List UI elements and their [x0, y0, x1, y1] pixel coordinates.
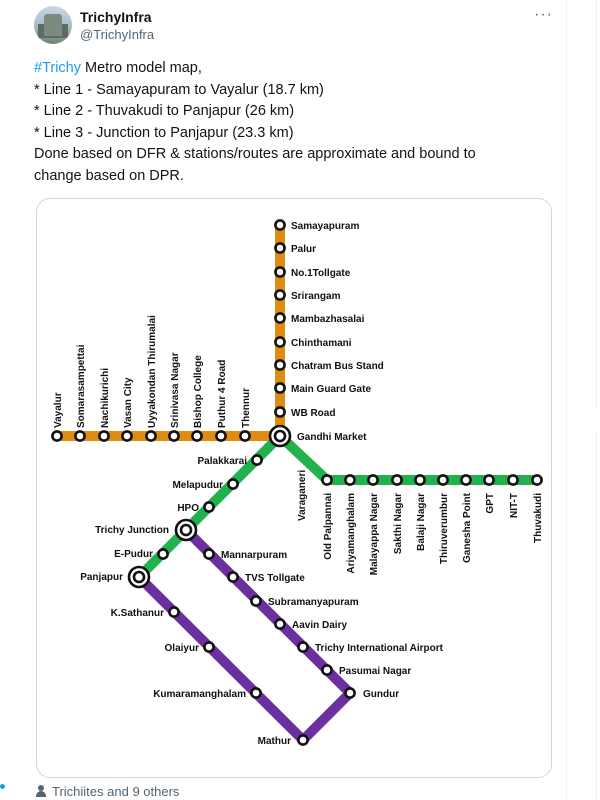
station-label: Somarasampettai — [76, 344, 87, 428]
station-marker — [216, 431, 225, 440]
station-label: Palakkarai — [197, 456, 247, 467]
station-marker — [275, 407, 284, 416]
station-label: Subramanyapuram — [268, 597, 359, 608]
station-label: Malayappa Nagar — [369, 493, 380, 576]
station-marker — [228, 572, 237, 581]
station-marker — [228, 479, 237, 488]
station-label: K.Sathanur — [110, 608, 164, 619]
station-label: Bishop College — [193, 355, 204, 428]
sidebar-divider — [596, 430, 597, 800]
station-marker — [275, 220, 284, 229]
station-label: NIT-T — [509, 493, 520, 518]
station-marker — [252, 455, 261, 464]
more-horizontal-icon[interactable]: ··· — [534, 6, 553, 23]
station-label: Chatram Bus Stand — [291, 361, 384, 372]
station-label: Trichy Junction — [95, 525, 169, 536]
station-marker — [345, 688, 354, 697]
station-label: Gandhi Market — [297, 432, 367, 443]
post-text-line: change based on DPR. — [34, 167, 184, 184]
station-marker — [275, 267, 284, 276]
station-label: Pasumai Nagar — [339, 666, 412, 677]
station-label: Ganesha Point — [462, 493, 473, 564]
station-label: HPO — [177, 503, 199, 514]
hashtag-link[interactable]: #Trichy — [34, 60, 81, 76]
station-marker — [275, 360, 284, 369]
station-label: Ariyamanghalam — [346, 493, 357, 574]
station-label: Vayalur — [53, 392, 64, 428]
station-label: WB Road — [291, 408, 336, 419]
station-marker — [158, 549, 167, 558]
station-label: Main Guard Gate — [291, 384, 372, 395]
station-label: Palur — [291, 244, 317, 255]
station-label: Gundur — [363, 689, 400, 700]
station-label: Thennur — [241, 388, 252, 428]
station-label: Sakthi Nagar — [393, 493, 404, 555]
station-marker — [275, 243, 284, 252]
author-handle[interactable]: @TrichyInfra — [80, 27, 155, 42]
station-label: Mambazhasalai — [291, 314, 365, 325]
station-label: Aavin Dairy — [292, 620, 348, 631]
station-marker — [169, 607, 178, 616]
station-label: No.1Tollgate — [291, 268, 351, 279]
station-marker — [275, 290, 284, 299]
station-label: Chinthamani — [291, 338, 352, 349]
station-label: Thuvakudi — [533, 493, 544, 544]
station-marker — [322, 475, 331, 484]
post-text-line: * Line 3 - Junction to Panjapur (23.3 km) — [34, 124, 294, 141]
station-label: Nachikurichi — [100, 367, 111, 428]
station-label: Srinivasa Nagar — [170, 352, 181, 428]
metro-map-image[interactable] — [36, 198, 552, 778]
post-text — [34, 58, 554, 187]
station-label: Mannarpuram — [221, 550, 288, 561]
sidebar-divider — [596, 0, 597, 410]
station-label: TVS Tollgate — [245, 573, 305, 584]
interchange-marker — [275, 431, 285, 441]
station-marker — [52, 431, 61, 440]
station-marker — [461, 475, 470, 484]
station-marker — [251, 688, 260, 697]
station-label: Trichy International Airport — [315, 643, 443, 654]
station-label: Varaganeri — [297, 469, 308, 521]
post-text-line: * Line 2 - Thuvakudi to Panjapur (26 km) — [34, 103, 295, 119]
station-label: Olaiyur — [164, 643, 199, 654]
station-marker — [322, 665, 331, 674]
tagged-users[interactable] — [36, 784, 179, 799]
station-label: Puthur 4 Road — [217, 359, 228, 428]
post-text-line: * Line 1 - Samayapuram to Vayalur (18.7 km) — [34, 81, 324, 98]
station-label: Uyyakondan Thirumalai — [147, 315, 158, 428]
interchange-marker — [181, 525, 191, 535]
station-marker — [508, 475, 517, 484]
station-label: E-Pudur — [114, 549, 153, 560]
station-marker — [368, 475, 377, 484]
station-marker — [484, 475, 493, 484]
station-marker — [169, 431, 178, 440]
person-icon — [36, 785, 46, 797]
station-marker — [275, 337, 284, 346]
station-label: Mathur — [257, 736, 291, 747]
station-marker — [298, 642, 307, 651]
station-label: Thiruverumbur — [439, 493, 450, 565]
station-label: Panjapur — [80, 572, 123, 583]
post-text-line: Metro model map, — [81, 60, 202, 76]
station-marker — [298, 735, 307, 744]
station-label: Samayapuram — [291, 221, 360, 232]
station-marker — [99, 431, 108, 440]
station-marker — [275, 383, 284, 392]
timeline-divider — [566, 0, 567, 800]
station-label: Srirangam — [291, 291, 341, 302]
author-name[interactable]: TrichyInfra — [80, 9, 152, 25]
station-marker — [204, 502, 213, 511]
unread-indicator — [0, 784, 5, 789]
station-marker — [345, 475, 354, 484]
station-marker — [122, 431, 131, 440]
station-label: GPT — [485, 493, 496, 514]
metro-map — [37, 199, 551, 777]
station-label: Kumaramanghalam — [153, 689, 246, 700]
line3-track — [139, 530, 350, 740]
station-marker — [204, 642, 213, 651]
station-label: Melapudur — [172, 480, 223, 491]
station-marker — [240, 431, 249, 440]
tagged-users-text: Trichiites and 9 others — [52, 784, 180, 799]
station-marker — [275, 313, 284, 322]
station-label: Vasan City — [123, 377, 134, 428]
interchange-marker — [134, 572, 144, 582]
station-marker — [438, 475, 447, 484]
station-marker — [251, 596, 260, 605]
post-text-line: Done based on DFR & stations/routes are approximate and bound to — [34, 146, 476, 162]
avatar[interactable] — [34, 6, 72, 44]
station-marker — [415, 475, 424, 484]
station-marker — [75, 431, 84, 440]
station-marker — [392, 475, 401, 484]
station-label: Balaji Nagar — [416, 493, 427, 551]
station-marker — [204, 549, 213, 558]
station-marker — [146, 431, 155, 440]
station-marker — [275, 619, 284, 628]
station-marker — [192, 431, 201, 440]
station-label: Old Palpannai — [323, 493, 334, 560]
station-marker — [532, 475, 541, 484]
